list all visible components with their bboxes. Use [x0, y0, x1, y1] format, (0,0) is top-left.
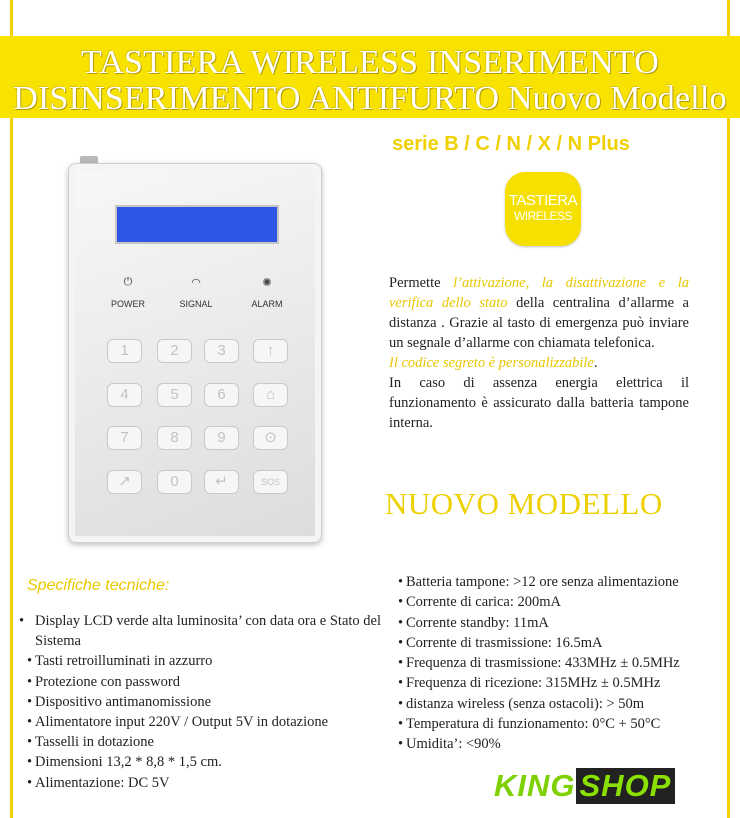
- spec-text: Frequenza di ricezione: 315MHz ± 0.5MHz: [406, 675, 661, 692]
- indicator-label: ALARM: [251, 299, 283, 309]
- key-7: 7: [107, 426, 142, 450]
- logo-shop: SHOP: [576, 768, 676, 804]
- list-item: • Corrente di trasmissione: 16.5mA: [398, 634, 603, 651]
- nuovo-modello-heading: NUOVO MODELLO: [385, 486, 663, 521]
- desc-highlight-1: l’attivazione, la disattivazione e la verifica dello stato: [389, 275, 690, 311]
- key-2: 2: [157, 339, 192, 363]
- list-item: • Temperatura di funzionamento: 0°C + 50°C: [398, 716, 661, 733]
- key-arm: ↑: [253, 339, 288, 363]
- page-title-line1: TASTIERA WIRELESS INSERIMENTO: [81, 44, 659, 81]
- key-3: 3: [204, 339, 239, 363]
- indicator-label: SIGNAL: [179, 299, 213, 309]
- spec-text: Dimensioni 13,2 * 8,8 * 1,5 cm.: [35, 754, 222, 771]
- desc-mid: della centralina d’allarme a distanza . Grazie al tasto di emergenza può inviare un segnale d’allarme con chiamata telefonica.: [389, 295, 689, 351]
- key-6: 6: [204, 383, 239, 407]
- list-item: • distanza wireless (senza ostacoli): > 50m: [398, 695, 645, 712]
- logo-king: KING: [494, 768, 576, 803]
- desc-intro: Permette: [389, 275, 454, 291]
- spec-text: Corrente di carica: 200mA: [406, 594, 562, 611]
- signal-icon: ◠: [191, 277, 201, 289]
- alarm-icon: ✺: [262, 277, 272, 289]
- kingshop-logo: [494, 768, 675, 804]
- list-item: • Display LCD verde alta luminosita’ con data ora e Stato del Sistema: [19, 613, 382, 650]
- indicator-power: [103, 276, 153, 309]
- list-item: • Corrente di carica: 200mA: [398, 594, 562, 611]
- specs-title: Specifiche tecniche:: [27, 577, 170, 594]
- desc-outro: In caso di assenza energia elettrica il funzionamento è assicurato dalla batteria tampone interna.: [389, 375, 689, 431]
- key-5: 5: [157, 383, 192, 407]
- badge-line1: TASTIERA: [508, 192, 578, 209]
- key-1: 1: [107, 339, 142, 363]
- list-item: • Frequenza di ricezione: 315MHz ± 0.5MHz: [398, 675, 661, 692]
- spec-text: Tasti retroilluminati in azzurro: [35, 653, 213, 670]
- list-item: • Frequenza di trasmissione: 433MHz ± 0.5MHz: [398, 655, 680, 672]
- product-description: [389, 273, 689, 433]
- spec-text: Batteria tampone: >12 ore senza alimentazione: [406, 574, 679, 590]
- indicator-label: POWER: [110, 299, 145, 309]
- series-label: serie B / C / N / X / N Plus: [392, 133, 630, 155]
- key-8: 8: [157, 426, 192, 450]
- list-item: • Alimentatore input 220V / Output 5V in dotazione: [27, 714, 329, 731]
- specs-list-left: [19, 611, 397, 793]
- spec-text: Alimentatore input 220V / Output 5V in dotazione: [35, 714, 329, 731]
- indicator-signal: [171, 276, 221, 309]
- desc-period: .: [593, 355, 598, 371]
- spec-text: Temperatura di funzionamento: 0°C + 50°C: [406, 716, 661, 733]
- specs-list-right: [398, 572, 728, 755]
- key-home: ⌂: [253, 383, 288, 407]
- list-item: • Batteria tampone: >12 ore senza alimentazione: [398, 574, 679, 590]
- list-item: • Alimentazione: DC 5V: [27, 774, 170, 791]
- spec-text: Tasselli in dotazione: [35, 734, 154, 751]
- key-sos: SOS: [253, 470, 288, 494]
- spec-text: Corrente di trasmissione: 16.5mA: [406, 634, 603, 651]
- key-9: 9: [204, 426, 239, 450]
- list-item: • Tasti retroilluminati in azzurro: [27, 653, 213, 670]
- list-item: • Tasselli in dotazione: [27, 734, 154, 751]
- list-item: • Dimensioni 13,2 * 8,8 * 1,5 cm.: [27, 754, 222, 771]
- key-arrow: ↗: [107, 470, 142, 494]
- lcd-display: [115, 205, 279, 244]
- desc-highlight-2: Il codice segreto è personalizzabile: [389, 355, 594, 371]
- spec-text: Display LCD verde alta luminosita’ con data ora e Stato del Sistema: [35, 613, 382, 650]
- list-item: • Corrente standby: 11mA: [398, 614, 549, 631]
- key-enter: ↵: [204, 470, 239, 494]
- key-disarm: ⊙: [253, 426, 288, 450]
- tastiera-wireless-badge: [505, 172, 581, 246]
- spec-text: Corrente standby: 11mA: [406, 614, 549, 631]
- spec-text: Frequenza di trasmissione: 433MHz ± 0.5MHz: [406, 655, 680, 672]
- indicator-alarm: [242, 276, 292, 309]
- list-item: • Protezione con password: [27, 673, 180, 690]
- spec-text: Alimentazione: DC 5V: [35, 774, 170, 791]
- page-title-line2: DISINSERIMENTO ANTIFURTO Nuovo Modello: [13, 80, 727, 117]
- power-icon: ⏻: [123, 276, 133, 288]
- key-0: 0: [157, 470, 192, 494]
- list-item: • Dispositivo antimanomissione: [27, 693, 212, 710]
- key-4: 4: [107, 383, 142, 407]
- spec-text: Dispositivo antimanomissione: [35, 693, 212, 710]
- badge-line2: WIRELESS: [513, 209, 572, 223]
- spec-text: Protezione con password: [35, 673, 180, 690]
- spec-text: distanza wireless (senza ostacoli): > 50m: [406, 695, 645, 712]
- list-item: • Umidita’: <90%: [398, 736, 501, 753]
- frame-left-border: [10, 0, 13, 818]
- spec-text: Umidita’: <90%: [406, 736, 501, 753]
